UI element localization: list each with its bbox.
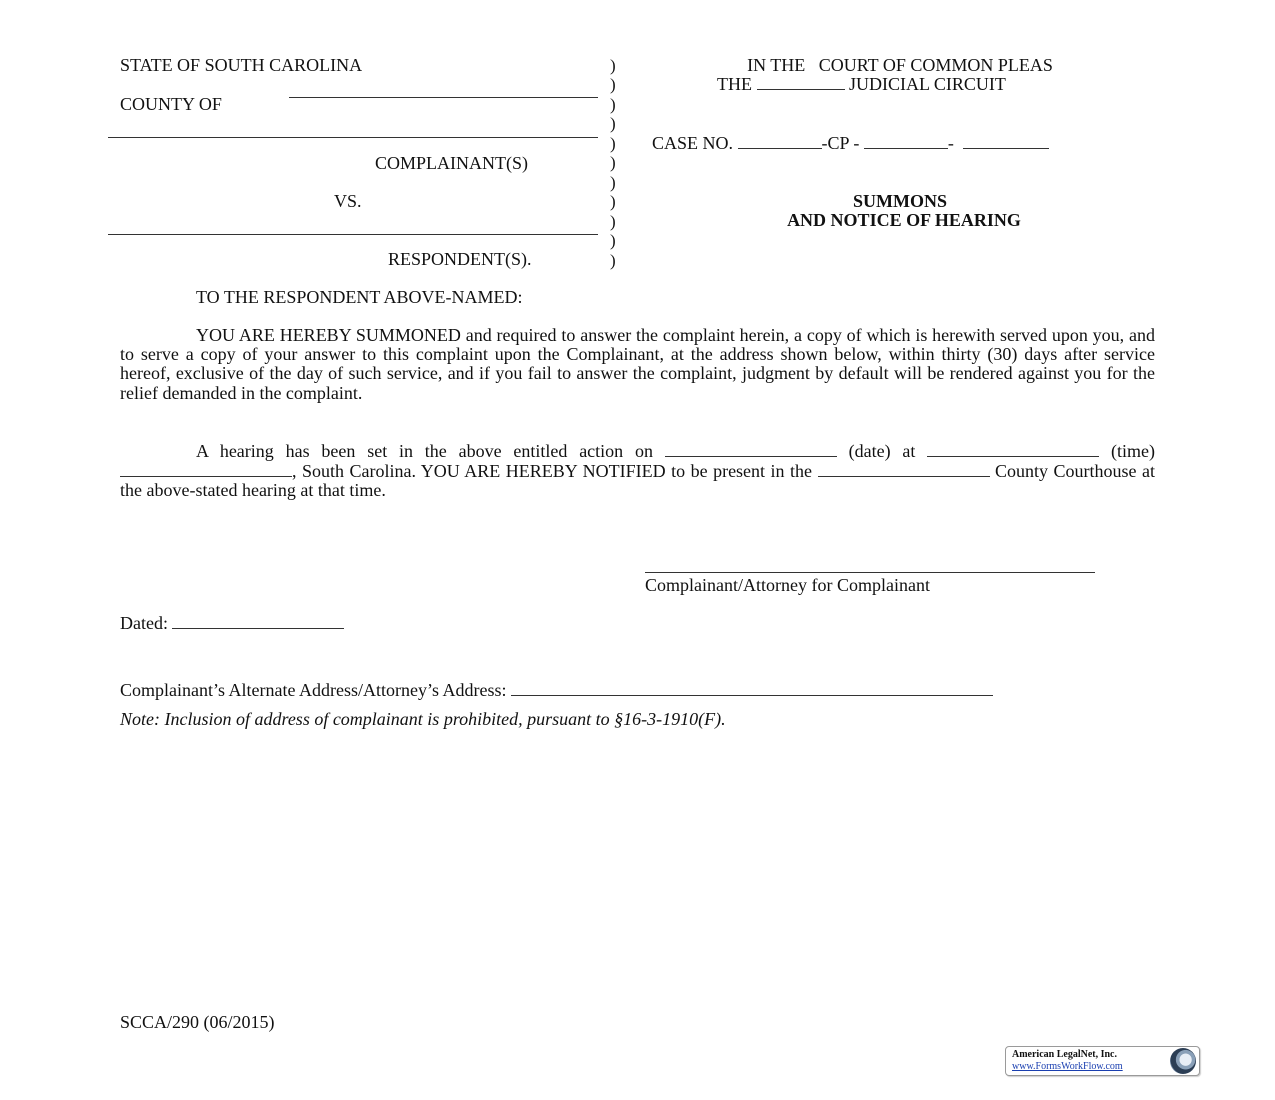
county-field[interactable]	[289, 97, 598, 98]
case-no-field-1[interactable]	[738, 133, 822, 149]
paren-divider: )	[610, 231, 616, 250]
hearing-time-field[interactable]	[927, 441, 1099, 457]
globe-icon	[1170, 1048, 1196, 1074]
address-note: Note: Inclusion of address of complainant is prohibited, pursuant to §16-3-1910(F).	[120, 709, 726, 729]
address-line	[120, 680, 993, 700]
court-name: IN THE COURT OF COMMON PLEAS	[747, 55, 1053, 75]
logo-company-name: American LegalNet, Inc.	[1012, 1049, 1117, 1060]
dated-field[interactable]	[172, 613, 344, 629]
respondent-label: RESPONDENT(S).	[388, 249, 532, 269]
circuit-suffix: JUDICIAL CIRCUIT	[849, 74, 1006, 94]
dated-label: Dated:	[120, 613, 168, 633]
circuit-prefix: THE	[717, 74, 752, 94]
address-label: Complainant’s Alternate Address/Attorney’s Address:	[120, 680, 507, 700]
case-number	[652, 133, 1049, 153]
circuit-field[interactable]	[757, 74, 845, 90]
state-label: STATE OF SOUTH CAROLINA	[120, 55, 363, 75]
summons-paragraph: YOU ARE HEREBY SUMMONED and required to answer the complaint herein, a copy of which is herewith served upon you, and to serve a copy of your answer to this complaint upon the Complainant, at the address shown below, within thirty (30) days after service hereof, exclusive of the day of such service, and if you fail to answer the complaint, judgment by default will be rendered against you for the relief demanded in the complaint.	[120, 325, 1155, 403]
salutation: TO THE RESPONDENT ABOVE-NAMED:	[196, 287, 523, 307]
address-field[interactable]	[511, 680, 993, 696]
complainant-label: COMPLAINANT(S)	[375, 153, 528, 173]
versus-label: VS.	[334, 191, 362, 211]
paren-divider: )	[610, 251, 616, 270]
paren-divider: )	[610, 153, 616, 172]
hearing-place-field[interactable]	[120, 461, 292, 477]
paren-divider: )	[610, 75, 616, 94]
signature-field[interactable]	[645, 572, 1095, 573]
hearing-date-field[interactable]	[665, 441, 837, 457]
paren-divider: )	[610, 114, 616, 133]
paren-divider: )	[610, 56, 616, 75]
circuit-line	[717, 74, 1006, 94]
paren-divider: )	[610, 173, 616, 192]
publisher-logo[interactable]	[1005, 1046, 1200, 1076]
form-id: SCCA/290 (06/2015)	[120, 1012, 275, 1032]
paren-divider: )	[610, 134, 616, 153]
case-no-field-3[interactable]	[963, 133, 1049, 149]
paren-divider: )	[610, 95, 616, 114]
paren-divider: )	[610, 192, 616, 211]
document-title: SUMMONS	[853, 191, 947, 211]
hearing-county-field[interactable]	[818, 461, 990, 477]
document-subtitle: AND NOTICE OF HEARING	[787, 210, 1021, 230]
dated-line	[120, 613, 344, 633]
signature-label: Complainant/Attorney for Complainant	[645, 575, 930, 595]
hearing-paragraph: A hearing has been set in the above entitled action on (date) at (time) , South Carolina. YOU ARE HEREBY NOTIFIED to be present in the County Courthouse at the above-stated hearing at that time.	[120, 441, 1156, 501]
complainant-name-field[interactable]	[108, 137, 598, 138]
respondent-name-field[interactable]	[108, 234, 598, 235]
case-no-label: CASE NO.	[652, 133, 734, 153]
paren-divider: )	[610, 212, 616, 231]
case-no-separator: -	[947, 133, 954, 153]
case-no-separator: -CP -	[821, 133, 860, 153]
case-no-field-2[interactable]	[864, 133, 948, 149]
logo-url-link[interactable]: www.FormsWorkFlow.com	[1012, 1061, 1123, 1072]
county-label: COUNTY OF	[120, 94, 222, 114]
